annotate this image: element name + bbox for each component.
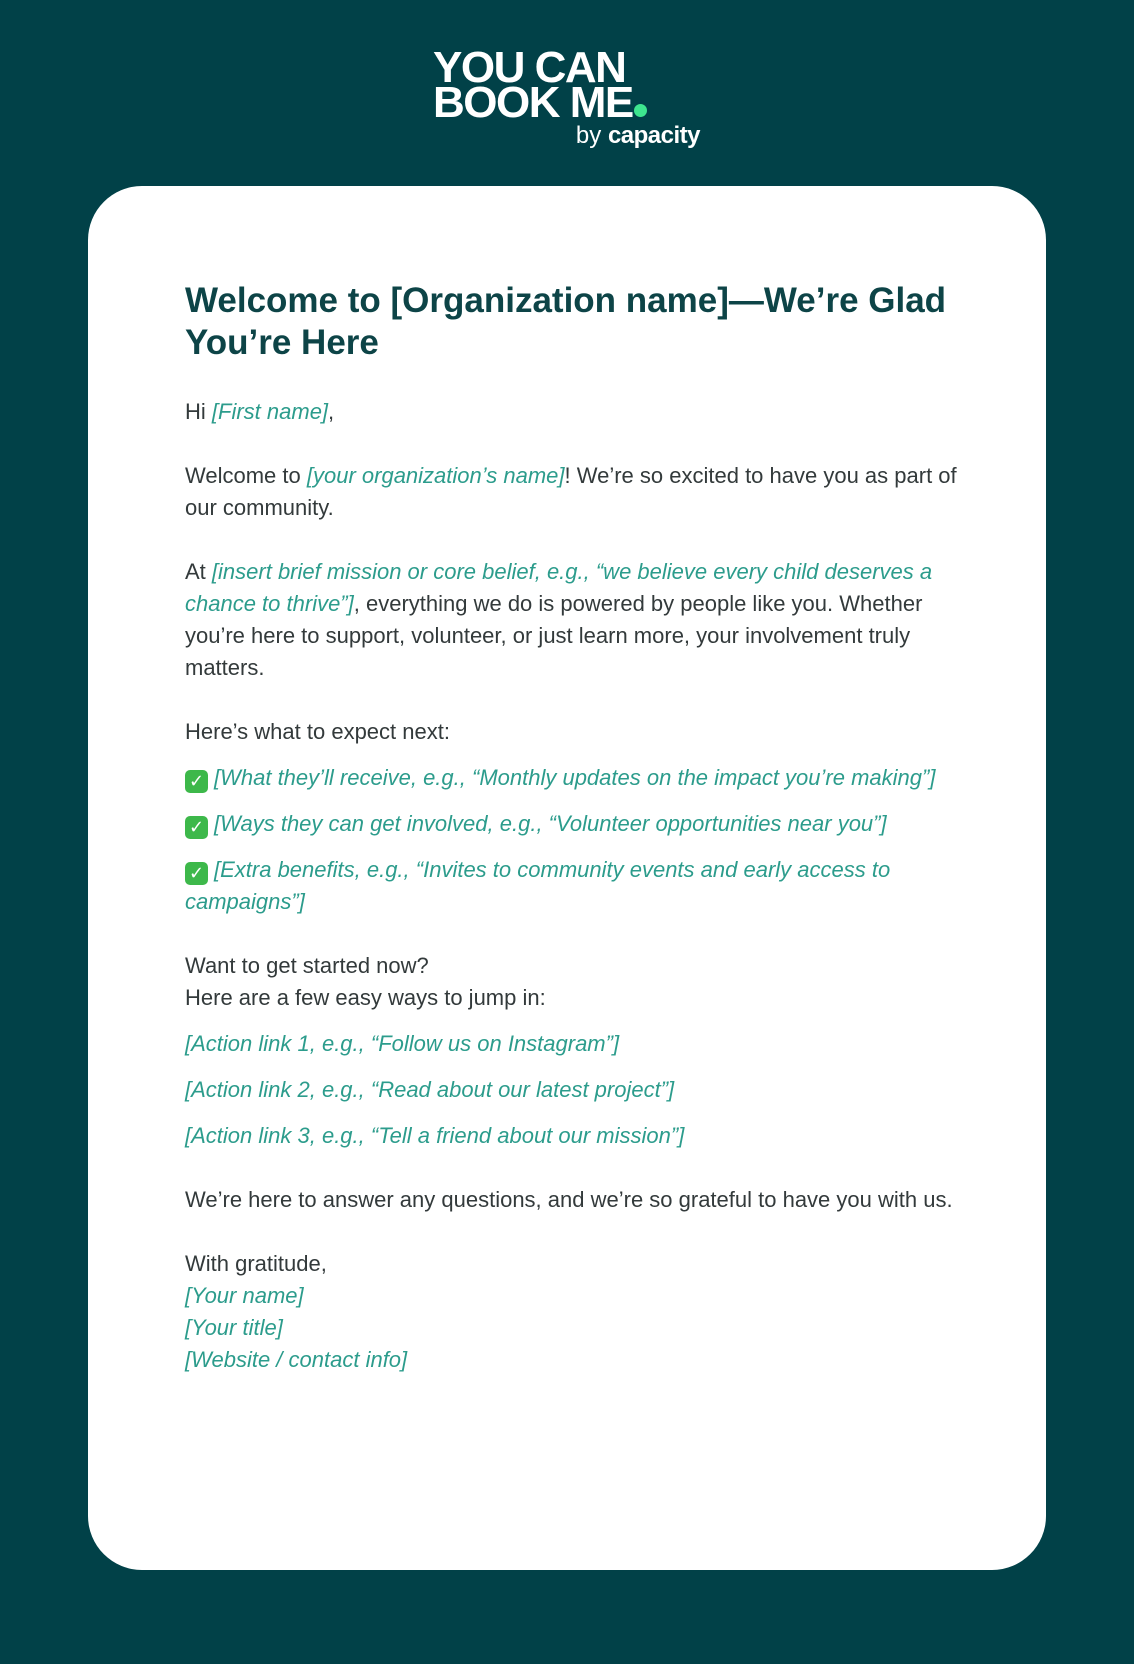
email-card bbox=[88, 186, 1046, 1570]
welcome-paragraph bbox=[185, 460, 965, 524]
mission-pre: At bbox=[185, 559, 206, 584]
signature-title: [Your title] bbox=[185, 1315, 283, 1340]
checklist-item bbox=[185, 808, 965, 840]
closing-paragraph: We’re here to answer any questions, and we’re so grateful to have you with us. bbox=[185, 1187, 953, 1212]
check-mark-icon: ✓ bbox=[185, 816, 208, 839]
check-mark-icon: ✓ bbox=[185, 770, 208, 793]
started-subtitle: Here are a few easy ways to jump in: bbox=[185, 985, 546, 1010]
checklist-item bbox=[185, 854, 965, 918]
mission-post: , everything we do is powered by people like you. Whether you’re here to support, volunteer, or just learn more, your involvement truly matters. bbox=[185, 591, 923, 680]
action-link-3[interactable]: [Action link 3, e.g., “Tell a friend about our mission”] bbox=[185, 1123, 685, 1148]
brand-logo-line2 bbox=[433, 78, 703, 127]
signature-contact: [Website / contact info] bbox=[185, 1347, 408, 1372]
checklist-item-text: [What they’ll receive, e.g., “Monthly updates on the impact you’re making”] bbox=[214, 765, 936, 790]
started-question: Want to get started now? bbox=[185, 953, 429, 978]
first-name-placeholder: [First name] bbox=[211, 399, 329, 424]
action-link-1[interactable]: [Action link 1, e.g., “Follow us on Instagram”] bbox=[185, 1031, 620, 1056]
email-body bbox=[185, 280, 965, 1376]
signoff: With gratitude, bbox=[185, 1251, 327, 1276]
brand-company: capacity bbox=[607, 122, 700, 149]
checklist-item-text: [Extra benefits, e.g., “Invites to community events and early access to campaigns”] bbox=[185, 857, 891, 914]
mission-paragraph bbox=[185, 556, 965, 684]
welcome-post: ! We’re so excited to have you as part of our community. bbox=[185, 463, 957, 520]
checklist-item-text: [Ways they can get involved, e.g., “Volunteer opportunities near you”] bbox=[214, 811, 887, 836]
check-mark-icon: ✓ bbox=[185, 862, 208, 885]
signature-name: [Your name] bbox=[185, 1283, 304, 1308]
mission-placeholder: [insert brief mission or core belief, e.g., “we believe every child deserves a chance to thrive”] bbox=[185, 559, 933, 616]
checklist-item bbox=[185, 762, 965, 794]
expect-intro: Here’s what to expect next: bbox=[185, 719, 450, 744]
greeting bbox=[185, 396, 965, 428]
brand-logo-line2-text: BOOK ME bbox=[433, 78, 633, 127]
greeting-hi: Hi bbox=[185, 399, 206, 424]
brand-logo-line1: YOU CAN bbox=[433, 43, 626, 92]
welcome-pre: Welcome to bbox=[185, 463, 301, 488]
brand-logo bbox=[433, 43, 703, 154]
org-name-placeholder: [your organization’s name] bbox=[306, 463, 565, 488]
action-link-2[interactable]: [Action link 2, e.g., “Read about our latest project”] bbox=[185, 1077, 675, 1102]
brand-by-word: by bbox=[575, 122, 602, 149]
greeting-comma: , bbox=[328, 399, 335, 424]
email-title: Welcome to [Organization name]—We’re Glad You’re Here bbox=[185, 281, 947, 362]
brand-dot-icon bbox=[634, 104, 647, 117]
brand-byline bbox=[576, 122, 700, 150]
